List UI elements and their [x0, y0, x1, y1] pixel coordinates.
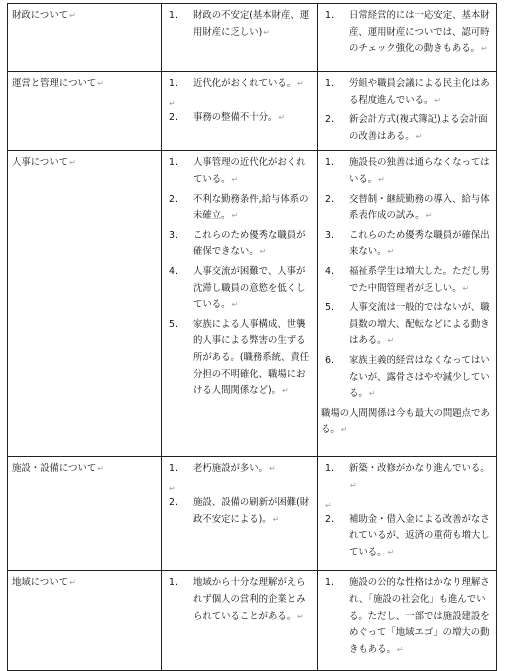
- paragraph-mark: ↵: [340, 425, 348, 435]
- paragraph-mark: ↵: [231, 211, 239, 221]
- item-text: 人事管理の近代化がおくれている。: [193, 157, 306, 185]
- past-issues-cell: [162, 457, 318, 571]
- paragraph-mark: ↵: [387, 247, 395, 257]
- table-row: [8, 571, 497, 671]
- list-item: [321, 228, 493, 261]
- paragraph-mark: ↵: [282, 386, 289, 396]
- current-status-cell: [318, 151, 497, 457]
- list-item: [321, 264, 493, 297]
- paragraph-mark: ↵: [368, 389, 376, 399]
- paragraph-mark: ↵: [69, 158, 76, 168]
- item-number: 1.: [169, 10, 178, 21]
- list-item: [321, 300, 493, 350]
- paragraph-mark: ↵: [169, 483, 176, 493]
- category-label: 地域について: [12, 577, 69, 589]
- paragraph-mark: ↵: [169, 98, 176, 108]
- item-number: 6.: [325, 354, 334, 366]
- comparison-table: [7, 3, 497, 671]
- item-number: 5.: [169, 318, 178, 330]
- item-text: 施設の公的な性格はかなり理解され、「施設の社会化」も進んでいる。ただし、一部では施設建設をめぐって「地域エゴ」の増大の動きもある。: [349, 577, 490, 655]
- list-item: [165, 461, 314, 478]
- category-cell: [8, 457, 162, 571]
- table-row: [8, 4, 497, 72]
- item-text: これらのため優秀な職員が確保できない。: [193, 229, 306, 258]
- numbered-list: [165, 155, 314, 399]
- list-item: [165, 8, 314, 41]
- category-cell: [8, 151, 162, 457]
- item-text: 人事交流は一般的ではないが、職員数の増大、配転などによる動きはある。: [349, 302, 490, 347]
- list-item: [321, 192, 493, 225]
- paragraph-mark: ↵: [434, 95, 442, 105]
- paragraph-mark: ↵: [272, 514, 280, 524]
- current-status-cell: [318, 457, 497, 571]
- item-number: 3.: [325, 229, 334, 241]
- past-issues-cell: [162, 72, 318, 151]
- paragraph-mark: ↵: [231, 174, 239, 184]
- list-item: [321, 353, 493, 403]
- list-item: [165, 228, 314, 261]
- numbered-list: [165, 76, 314, 126]
- list-item: [165, 110, 314, 127]
- numbered-list: [165, 461, 314, 528]
- numbered-list: [321, 575, 493, 658]
- item-text: 新築・改修がかなり進んでいる。: [349, 463, 490, 475]
- past-issues-cell: [162, 151, 318, 457]
- item-number: 1.: [325, 157, 334, 169]
- list-item: [165, 495, 314, 528]
- table-row: [8, 457, 497, 571]
- list-item: [165, 264, 314, 314]
- past-issues-cell: [162, 4, 318, 72]
- item-number: 1.: [325, 78, 334, 89]
- item-text: 日常経営的には一応安定、基本財産、運用財産についでは、認可時のチェック強化の動きもある。: [349, 10, 490, 55]
- paragraph-mark: ↵: [480, 44, 488, 54]
- paragraph-mark: ↵: [97, 79, 104, 88]
- item-number: 2.: [325, 114, 334, 126]
- paragraph-mark: ↵: [278, 112, 286, 122]
- current-status-cell: [318, 72, 497, 151]
- current-status-cell: [318, 571, 497, 671]
- past-issues-cell: [162, 571, 318, 671]
- item-text: 老朽施設が多い。: [193, 463, 269, 475]
- category-label: 財政について: [12, 10, 69, 21]
- list-item: [321, 575, 493, 658]
- paragraph-mark: ↵: [462, 283, 470, 293]
- item-text: 事務の整備不十分。: [193, 111, 278, 123]
- numbered-list: [321, 155, 493, 402]
- paragraph-mark: ↵: [325, 500, 332, 510]
- table-row: [8, 72, 497, 151]
- item-text: 福祉系学生は増大した。ただし男でた中間管理者が乏しい。: [349, 265, 490, 294]
- cell-note: [321, 406, 493, 439]
- current-status-cell: [318, 4, 497, 72]
- list-item: [321, 155, 493, 188]
- item-text: 地域から十分な理解がえられず個人の営利的企業とみられていることがある。: [193, 577, 306, 622]
- item-text: 近代化がおくれている。: [193, 78, 297, 89]
- item-number: 1.: [325, 577, 334, 589]
- paragraph-mark: ↵: [387, 336, 395, 346]
- list-item: [321, 512, 493, 562]
- list-item: [165, 76, 314, 93]
- item-text: 新会計方式(複式簿記)よる会計面の改善はある。: [349, 114, 488, 142]
- paragraph-mark: ↵: [69, 578, 76, 588]
- item-number: 1.: [169, 577, 178, 589]
- item-text: 家族主義的経営はなくなってはいないが、露骨さはやや減少している。: [349, 354, 490, 400]
- item-number: 2.: [325, 513, 334, 525]
- paragraph-mark: ↵: [269, 464, 276, 474]
- numbered-list: [321, 76, 493, 145]
- numbered-list: [321, 461, 493, 561]
- table-row: [8, 151, 497, 457]
- item-number: 2.: [169, 496, 178, 508]
- item-number: 4.: [169, 265, 178, 277]
- item-text: 不利な勤務条件,給与体系の未確立。: [193, 193, 309, 222]
- item-text: 施設長の独善は通らなくなってはいる。: [349, 157, 490, 185]
- item-number: 1.: [169, 463, 178, 475]
- item-text: 人事交流が困難で、人事が沈滞し職員の意慾を低くしている。: [193, 265, 306, 311]
- item-text: これらのため優秀な職員が確保出来ない。: [349, 229, 490, 258]
- note-text: 職場の人間関係は今も最大の問題点である。: [321, 407, 490, 436]
- paragraph-mark: ↵: [415, 131, 423, 141]
- list-item: [165, 155, 314, 188]
- category-label: 運営と管理について: [12, 78, 97, 89]
- numbered-list: [165, 8, 314, 41]
- list-item: [321, 461, 493, 494]
- item-number: 1.: [325, 10, 334, 21]
- item-text: 交替制・継続勤務の導入、給与体系表作成の試み。: [349, 193, 490, 222]
- paragraph-mark: ↵: [396, 644, 404, 654]
- item-text: 施設、設備の刷新が困難(財政不安定による)。: [193, 496, 310, 525]
- item-number: 2.: [169, 111, 178, 123]
- list-item: [165, 192, 314, 225]
- item-number: 5.: [325, 302, 334, 314]
- list-item: [165, 575, 314, 625]
- item-number: 4.: [325, 265, 334, 277]
- item-text: 補助金・借入金による改善がなされているが、返済の重荷も増大している。: [349, 513, 490, 558]
- item-number: 1.: [169, 78, 178, 89]
- paragraph-mark: ↵: [97, 464, 104, 474]
- item-text: 家族による人事構成、世襲的人事による弊害の生ずる所がある。(職務系統、責任分担の不明確化、職場における人間関係など)。: [193, 318, 310, 397]
- paragraph-mark: ↵: [425, 211, 433, 221]
- item-number: 3.: [169, 229, 178, 241]
- list-item: [321, 112, 493, 145]
- category-cell: [8, 571, 162, 671]
- category-label: 人事について: [12, 157, 69, 169]
- category-cell: [8, 4, 162, 72]
- paragraph-mark: ↵: [350, 480, 357, 490]
- category-cell: [8, 72, 162, 151]
- list-item: [165, 317, 314, 400]
- item-number: 1.: [169, 157, 178, 169]
- paragraph-mark: ↵: [378, 174, 385, 184]
- paragraph-mark: ↵: [297, 79, 304, 88]
- item-number: 1.: [325, 463, 334, 475]
- paragraph-mark: ↵: [259, 247, 267, 257]
- item-number: 2.: [169, 193, 178, 205]
- item-text: 労組や職員会議による民主化はある程度進んでいる。: [349, 78, 490, 106]
- paragraph-mark: ↵: [297, 611, 304, 621]
- item-text: 財政の不安定(基本財産、運用財産に乏しい): [193, 10, 310, 38]
- paragraph-mark: ↵: [231, 300, 239, 310]
- paragraph-mark: ↵: [387, 547, 395, 557]
- category-label: 施設・設備について: [12, 463, 97, 475]
- list-item: [321, 8, 493, 58]
- paragraph-mark: ↵: [263, 27, 270, 37]
- item-number: 2.: [325, 193, 334, 205]
- numbered-list: [165, 575, 314, 625]
- numbered-list: [321, 8, 493, 58]
- list-item: [321, 76, 493, 109]
- paragraph-mark: ↵: [69, 11, 76, 20]
